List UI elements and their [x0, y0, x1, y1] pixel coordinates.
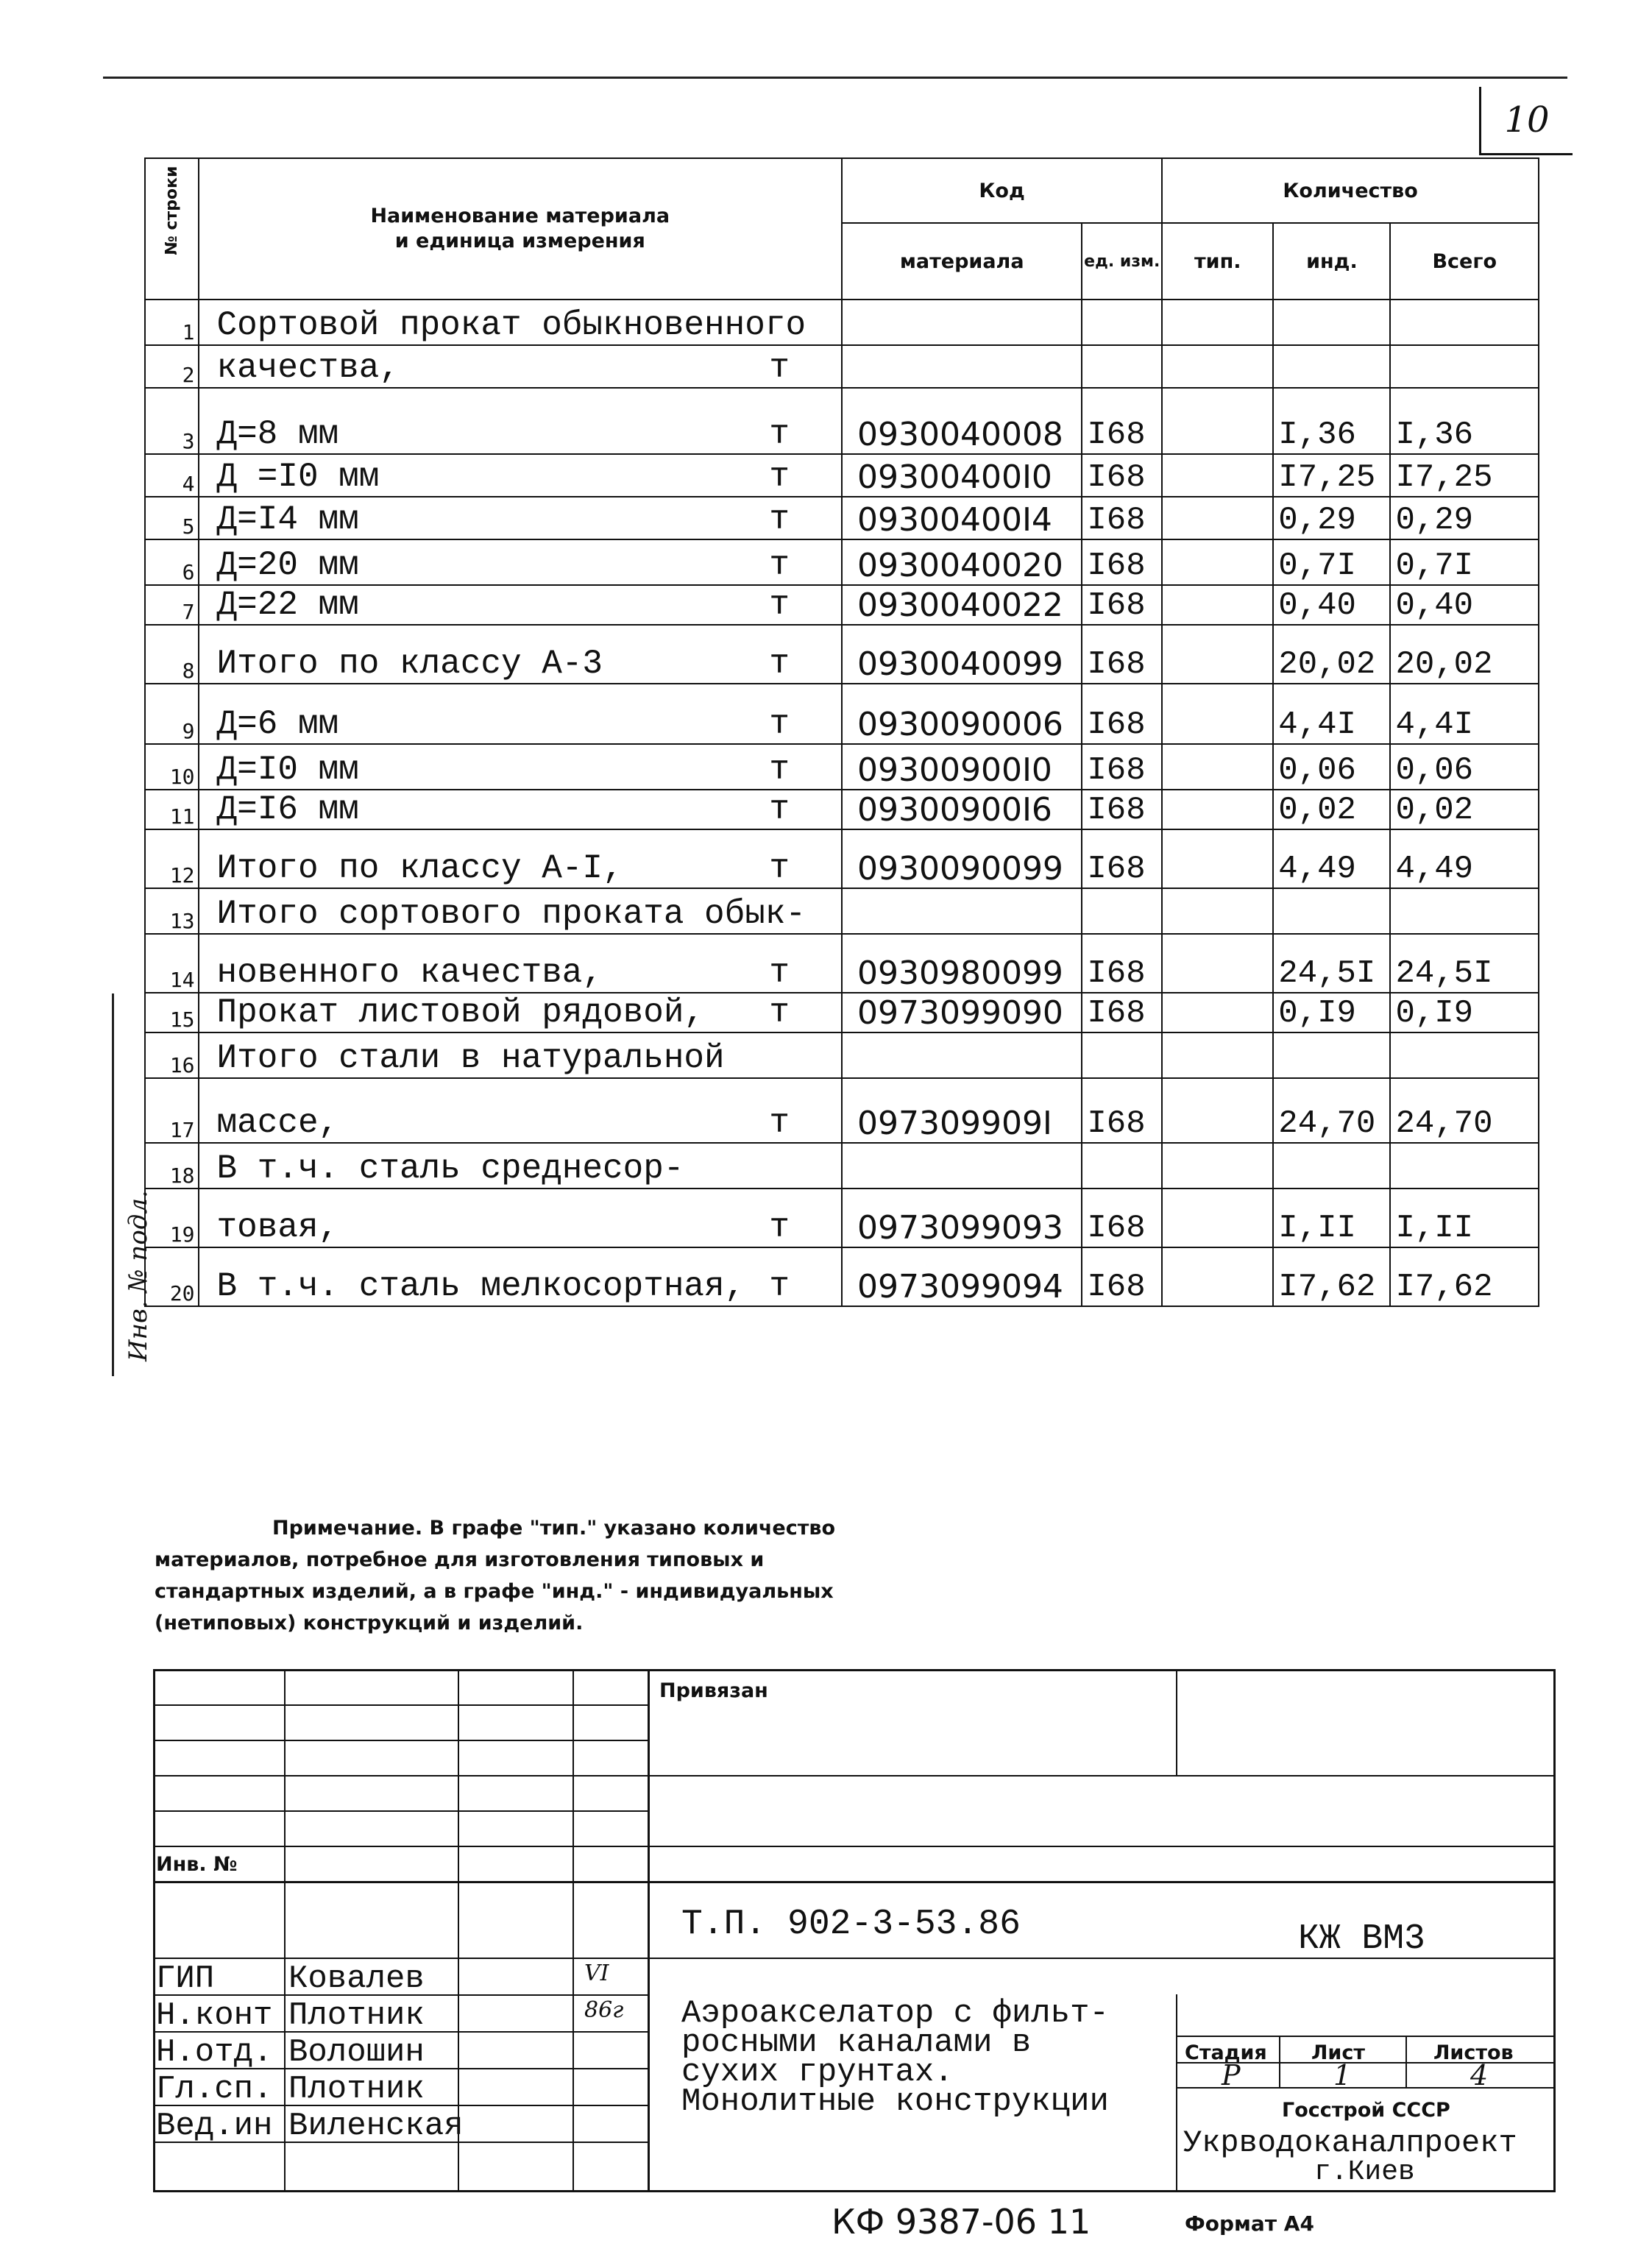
privyazan-label: Привязан [659, 1679, 768, 1702]
qty-typical [1162, 539, 1273, 585]
row-number: 3 [145, 388, 199, 454]
material-code: 09300400I4 [842, 497, 1082, 539]
qty-typical [1162, 454, 1273, 497]
qty-typical [1162, 585, 1273, 625]
qty-individual: 24,70 [1273, 1078, 1390, 1143]
material-unit: т [769, 546, 790, 584]
qty-typical [1162, 829, 1273, 888]
material-name-text: Сортовой прокат обыкновенного [216, 306, 806, 344]
row-number: 13 [145, 888, 199, 934]
material-name [199, 388, 842, 454]
material-name [199, 888, 842, 934]
material-name [199, 993, 842, 1032]
materials-table [144, 157, 1539, 1307]
qty-individual [1273, 345, 1390, 388]
material-name-text: новенного качества, [216, 954, 603, 992]
inv-no-label: Инв. № [156, 1853, 238, 1876]
qty-total: I7,62 [1390, 1247, 1539, 1306]
material-code [842, 888, 1082, 934]
qty-total: 4,4I [1390, 684, 1539, 744]
material-name-text: Д=8 мм [216, 415, 339, 453]
table-row [145, 1032, 1539, 1078]
signature-role: ГИП [156, 1960, 215, 1997]
material-unit: т [769, 458, 790, 496]
table-row [145, 1247, 1539, 1306]
material-code: 0930090006 [842, 684, 1082, 744]
note-line: стандартных изделий, а в графе "инд." - индивидуальных [155, 1580, 834, 1603]
qty-individual: I,36 [1273, 388, 1390, 454]
unit-code: I68 [1082, 1247, 1162, 1306]
unit-code [1082, 1143, 1162, 1189]
unit-code: I68 [1082, 497, 1162, 539]
material-name-text: Д=6 мм [216, 705, 339, 743]
qty-typical [1162, 790, 1273, 829]
qty-individual: 0,40 [1273, 585, 1390, 625]
material-name-text: Д=I6 мм [216, 790, 359, 829]
qty-typical [1162, 1078, 1273, 1143]
row-number: 19 [145, 1189, 199, 1247]
row-number: 2 [145, 345, 199, 388]
unit-code: I68 [1082, 993, 1162, 1032]
signature-role: Н.конт [156, 1997, 273, 2034]
material-name-text: Итого сортового проката обык- [216, 895, 806, 933]
note-line: (нетиповых) конструкций и изделий. [155, 1612, 584, 1634]
qty-total [1390, 888, 1539, 934]
material-name-text: Д=22 мм [216, 586, 359, 624]
material-name-text: В т.ч. сталь мелкосортная, [216, 1267, 745, 1306]
header-code: Код [842, 158, 1162, 223]
material-code: 097309909I [842, 1078, 1082, 1143]
signature-role: Н.отд. [156, 2034, 273, 2071]
margin-inventory-note: Инв. № подл. [109, 993, 153, 1376]
document-mark: КЖ ВМ3 [1298, 1919, 1425, 1959]
material-name-text: Итого по классу А-I, [216, 849, 623, 888]
signature-role: Гл.сп. [156, 2071, 273, 2108]
qty-total: 0,I9 [1390, 993, 1539, 1032]
sheets-label: Листов [1433, 2041, 1514, 2064]
header-code-unit: ед. изм. [1082, 223, 1162, 300]
material-unit: т [769, 705, 790, 743]
sheet-number: 10 [1479, 87, 1573, 155]
row-number: 17 [145, 1078, 199, 1143]
row-number: 18 [145, 1143, 199, 1189]
drawing-title: Аэроакселатор с фильт- росными каналами в сухих грунтах. Монолитные конструкции [681, 1995, 1109, 2120]
row-number: 10 [145, 744, 199, 790]
material-name-text: Д=20 мм [216, 546, 359, 584]
qty-total: 0,40 [1390, 585, 1539, 625]
qty-typical [1162, 1189, 1273, 1247]
signature-name: Волошин [288, 2034, 425, 2071]
header-qty-total: Всего [1390, 223, 1539, 300]
table-row [145, 1143, 1539, 1189]
qty-total: 4,49 [1390, 829, 1539, 888]
material-code [842, 1032, 1082, 1078]
row-number: 12 [145, 829, 199, 888]
qty-total: I,II [1390, 1189, 1539, 1247]
row-number: 20 [145, 1247, 199, 1306]
material-code: 0973099093 [842, 1189, 1082, 1247]
material-name [199, 1078, 842, 1143]
material-name [199, 454, 842, 497]
table-row [145, 388, 1539, 454]
qty-individual [1273, 888, 1390, 934]
material-name [199, 1189, 842, 1247]
material-name [199, 790, 842, 829]
material-code: 09300900I0 [842, 744, 1082, 790]
qty-total [1390, 300, 1539, 345]
signature-name: Виленская [288, 2108, 464, 2144]
qty-individual [1273, 1032, 1390, 1078]
material-unit: т [769, 1104, 790, 1142]
row-number: 4 [145, 454, 199, 497]
qty-total: I,36 [1390, 388, 1539, 454]
qty-typical [1162, 388, 1273, 454]
material-name [199, 497, 842, 539]
material-code: 0930040022 [842, 585, 1082, 625]
material-code: 0973099090 [842, 993, 1082, 1032]
unit-code [1082, 345, 1162, 388]
table-row [145, 888, 1539, 934]
signature-name: Плотник [288, 1997, 425, 2034]
signature-name: Плотник [288, 2071, 425, 2108]
unit-code [1082, 888, 1162, 934]
row-number: 16 [145, 1032, 199, 1078]
table-row [145, 1078, 1539, 1143]
qty-typical [1162, 300, 1273, 345]
qty-total [1390, 1032, 1539, 1078]
qty-total: 0,7I [1390, 539, 1539, 585]
qty-individual: 0,I9 [1273, 993, 1390, 1032]
unit-code: I68 [1082, 1189, 1162, 1247]
material-code [842, 1143, 1082, 1189]
qty-typical [1162, 1143, 1273, 1189]
material-name [199, 300, 842, 345]
table-row [145, 497, 1539, 539]
qty-individual [1273, 300, 1390, 345]
row-number: 6 [145, 539, 199, 585]
qty-individual: I,II [1273, 1189, 1390, 1247]
material-name-text: Д=I0 мм [216, 751, 359, 789]
material-name-text: Итого стали в натуральной [216, 1039, 725, 1077]
qty-typical [1162, 1032, 1273, 1078]
qty-typical [1162, 993, 1273, 1032]
row-number: 1 [145, 300, 199, 345]
material-unit: т [769, 993, 790, 1032]
header-code-material: материала [842, 223, 1082, 300]
project-code: Т.П. 902-3-53.86 [681, 1905, 1021, 1944]
header-qty-typical: тип. [1162, 223, 1273, 300]
format-label: Формат А4 [1185, 2211, 1314, 2236]
unit-code [1082, 300, 1162, 345]
qty-total: 0,02 [1390, 790, 1539, 829]
note-line: материалов, потребное для изготовления типовых и [155, 1548, 765, 1571]
material-unit: т [769, 751, 790, 789]
material-code: 0930980099 [842, 934, 1082, 993]
note-line: Примечание. В графе "тип." указано количество [272, 1517, 836, 1540]
material-name-text: товая, [216, 1208, 339, 1247]
table-row [145, 829, 1539, 888]
material-name [199, 345, 842, 388]
table-row [145, 1189, 1539, 1247]
material-name [199, 539, 842, 585]
material-name-text: Прокат листовой рядовой, [216, 993, 705, 1032]
qty-individual [1273, 1143, 1390, 1189]
stage-label: Стадия [1185, 2041, 1267, 2064]
signature-date: 86г [584, 1997, 624, 2023]
material-name [199, 1247, 842, 1306]
org-ministry: Госстрой СССР [1282, 2099, 1450, 2122]
top-border-line [103, 77, 1567, 79]
title-block [153, 1669, 1556, 2192]
qty-individual: 0,29 [1273, 497, 1390, 539]
qty-individual: 0,7I [1273, 539, 1390, 585]
table-row [145, 585, 1539, 625]
material-name [199, 934, 842, 993]
material-code: 0973099094 [842, 1247, 1082, 1306]
qty-typical [1162, 1247, 1273, 1306]
row-number: 7 [145, 585, 199, 625]
qty-total [1390, 1143, 1539, 1189]
material-unit: т [769, 586, 790, 624]
material-unit: т [769, 790, 790, 829]
unit-code: I68 [1082, 934, 1162, 993]
qty-typical [1162, 888, 1273, 934]
header-qty-individual: инд. [1273, 223, 1390, 300]
unit-code: I68 [1082, 388, 1162, 454]
row-number: 5 [145, 497, 199, 539]
material-name-text: Итого по классу А-3 [216, 645, 603, 683]
table-row [145, 934, 1539, 993]
material-code [842, 300, 1082, 345]
qty-total: 20,02 [1390, 625, 1539, 684]
qty-typical [1162, 934, 1273, 993]
material-name-text: Д =I0 мм [216, 458, 380, 496]
unit-code: I68 [1082, 790, 1162, 829]
table-row [145, 790, 1539, 829]
table-row [145, 345, 1539, 388]
qty-individual: I7,62 [1273, 1247, 1390, 1306]
qty-total [1390, 345, 1539, 388]
material-unit: т [769, 1267, 790, 1306]
signature-name: Ковалев [288, 1960, 425, 1997]
table-row [145, 625, 1539, 684]
table-row [145, 684, 1539, 744]
material-name [199, 1032, 842, 1078]
material-name-text: массе, [216, 1104, 339, 1142]
material-name [199, 585, 842, 625]
material-code: 0930040099 [842, 625, 1082, 684]
material-name-text: качества, [216, 349, 400, 387]
table-row [145, 744, 1539, 790]
unit-code: I68 [1082, 1078, 1162, 1143]
archive-code: КФ 9387-06 11 [832, 2202, 1091, 2242]
unit-code: I68 [1082, 744, 1162, 790]
qty-typical [1162, 497, 1273, 539]
table-row [145, 539, 1539, 585]
unit-code: I68 [1082, 585, 1162, 625]
material-code: 0930040020 [842, 539, 1082, 585]
header-row-no: № строки [145, 158, 199, 300]
qty-total: 24,70 [1390, 1078, 1539, 1143]
material-unit: т [769, 849, 790, 888]
qty-individual: 4,49 [1273, 829, 1390, 888]
unit-code: I68 [1082, 539, 1162, 585]
unit-code: I68 [1082, 625, 1162, 684]
table-row [145, 300, 1539, 345]
row-number: 8 [145, 625, 199, 684]
qty-individual: 24,5I [1273, 934, 1390, 993]
row-number: 9 [145, 684, 199, 744]
stage-value: Р [1222, 2059, 1241, 2091]
material-name [199, 829, 842, 888]
sheets-value: 4 [1470, 2059, 1489, 2091]
qty-total: 24,5I [1390, 934, 1539, 993]
table-row [145, 993, 1539, 1032]
qty-typical [1162, 625, 1273, 684]
material-name [199, 1143, 842, 1189]
qty-individual: 0,02 [1273, 790, 1390, 829]
unit-code: I68 [1082, 684, 1162, 744]
signature-role: Вед.ин [156, 2108, 273, 2144]
qty-typical [1162, 684, 1273, 744]
material-name [199, 625, 842, 684]
qty-total: 0,06 [1390, 744, 1539, 790]
material-code [842, 345, 1082, 388]
org-city: г.Киев [1314, 2156, 1415, 2188]
qty-typical [1162, 744, 1273, 790]
signature-date: VI [584, 1960, 609, 1986]
qty-individual: 20,02 [1273, 625, 1390, 684]
unit-code: I68 [1082, 829, 1162, 888]
qty-individual: 4,4I [1273, 684, 1390, 744]
row-number: 11 [145, 790, 199, 829]
material-name-text: В т.ч. сталь среднесор- [216, 1150, 684, 1188]
material-unit: т [769, 500, 790, 539]
material-name [199, 684, 842, 744]
material-name [199, 744, 842, 790]
qty-individual: I7,25 [1273, 454, 1390, 497]
material-unit: т [769, 645, 790, 683]
material-code: 0930040008 [842, 388, 1082, 454]
header-name: Наименование материала и единица измерения [199, 158, 842, 300]
material-unit: т [769, 415, 790, 453]
header-quantity: Количество [1162, 158, 1539, 223]
note [155, 1512, 1538, 1639]
material-unit: т [769, 1208, 790, 1247]
org-name: Укрводоканалпроект [1183, 2125, 1517, 2161]
material-name-text: Д=I4 мм [216, 500, 359, 539]
qty-typical [1162, 345, 1273, 388]
material-unit: т [769, 954, 790, 992]
material-unit: т [769, 349, 790, 387]
qty-individual: 0,06 [1273, 744, 1390, 790]
qty-total: 0,29 [1390, 497, 1539, 539]
sheet-value: 1 [1333, 2059, 1352, 2091]
table-row [145, 454, 1539, 497]
sheet-label: Лист [1311, 2041, 1365, 2064]
unit-code [1082, 1032, 1162, 1078]
unit-code: I68 [1082, 454, 1162, 497]
row-number: 15 [145, 993, 199, 1032]
material-code: 0930090099 [842, 829, 1082, 888]
material-code: 09300900I6 [842, 790, 1082, 829]
row-number: 14 [145, 934, 199, 993]
qty-total: I7,25 [1390, 454, 1539, 497]
material-code: 09300400I0 [842, 454, 1082, 497]
